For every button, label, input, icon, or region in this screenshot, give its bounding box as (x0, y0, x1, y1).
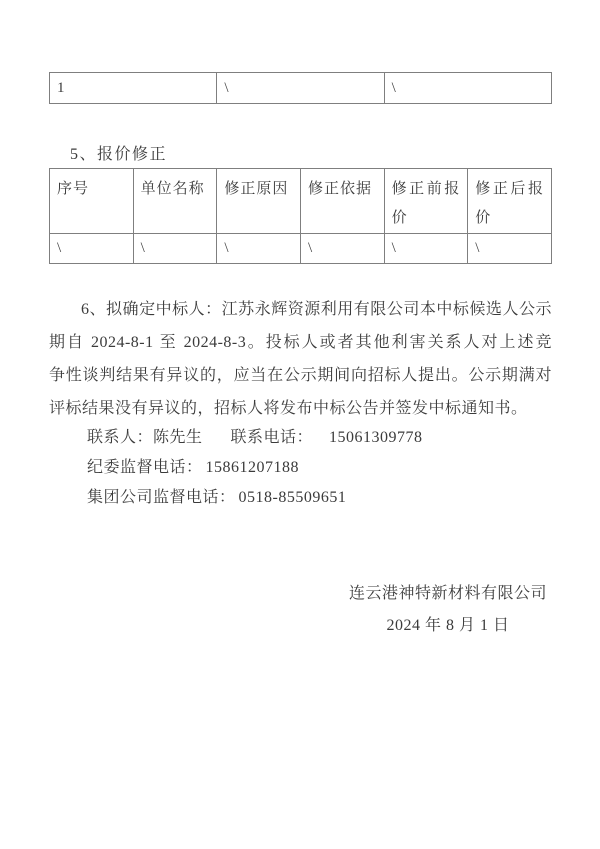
contact-line-person (87, 423, 423, 453)
table-cell: \ (133, 234, 217, 264)
contact-info (87, 423, 423, 513)
table-cell: \ (50, 234, 134, 264)
contact-person-name: 陈先生 (153, 429, 203, 446)
table-row (50, 234, 552, 264)
discipline-phone-number: 15861207188 (205, 459, 300, 476)
table-cell: 1 (50, 73, 217, 104)
table-header-row (50, 169, 552, 234)
signature-block (349, 578, 547, 642)
contact-line-group (87, 483, 423, 513)
column-header-unit-name: 单位名称 (133, 169, 217, 234)
group-phone-number: 0518-85509651 (238, 489, 347, 506)
signature-date: 2024 年 8 月 1 日 (386, 617, 510, 634)
paragraph-line: 评标结果没有异议的，招标人将发布中标公告并签发中标通知书。 (49, 400, 528, 417)
column-header-reason: 修正原因 (217, 169, 301, 234)
section6-paragraph (49, 293, 552, 425)
column-header-basis: 修正依据 (300, 169, 384, 234)
table-row (50, 73, 552, 104)
table-cell: \ (300, 234, 384, 264)
column-header-price-after: 修正后报价 (468, 169, 552, 234)
paragraph-line: 期自 2024-8-1 至 2024-8-3。投标人或者其他利害关系人对上述竞 (49, 334, 552, 351)
table-cell: \ (384, 73, 551, 104)
column-header-seq: 序号 (50, 169, 134, 234)
paragraph-line: 争性谈判结果有异议的，应当在公示期间向招标人提出。公示期满对 (49, 367, 552, 384)
table-cell: \ (217, 73, 384, 104)
contact-phone-number: 15061309778 (329, 429, 423, 446)
section5-heading: 5、报价修正 (70, 146, 168, 163)
contact-line-discipline (87, 453, 423, 483)
column-header-price-before: 修正前报价 (384, 169, 468, 234)
paragraph-line: 6、拟确定中标人：江苏永辉资源利用有限公司本中标候选人公示 (81, 301, 552, 318)
price-correction-table (49, 168, 552, 264)
discipline-phone-label: 纪委监督电话： (87, 459, 203, 476)
continuation-table (49, 72, 552, 104)
signature-company-name: 连云港神特新材料有限公司 (348, 585, 547, 602)
contact-phone-label: 联系电话： (230, 429, 314, 446)
table-cell: \ (384, 234, 468, 264)
table-cell: \ (217, 234, 301, 264)
group-phone-label: 集团公司监督电话： (87, 489, 236, 506)
contact-person-label: 联系人： (87, 429, 154, 446)
table-cell: \ (468, 234, 552, 264)
